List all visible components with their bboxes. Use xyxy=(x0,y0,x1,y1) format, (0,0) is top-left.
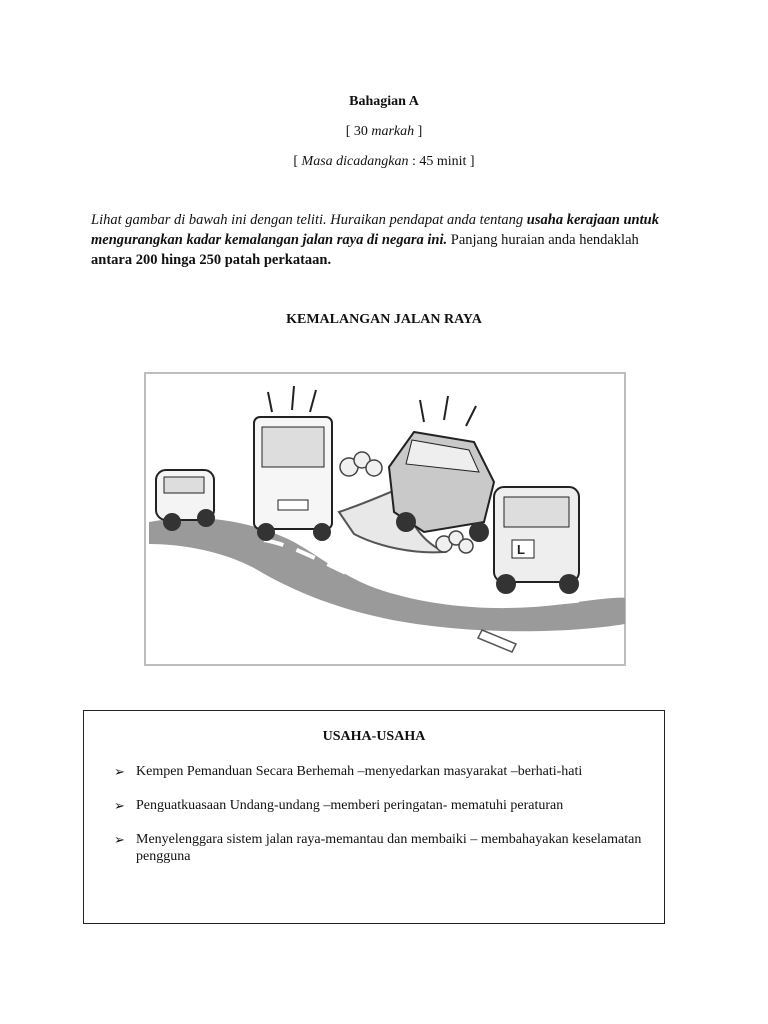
instruction-bold-italic: usaha kerajaan untuk mengurangkan kadar kemalangan jalan raya di negara ini. xyxy=(91,212,659,248)
learner-car xyxy=(494,487,579,594)
time-word: Masa dicadangkan xyxy=(301,154,409,169)
list-item xyxy=(112,797,642,814)
svg-text:L: L xyxy=(517,542,525,557)
list-item xyxy=(112,831,642,865)
list-item xyxy=(112,763,642,780)
instruction-plain: Panjang huraian anda hendaklah xyxy=(447,232,639,248)
question-instructions xyxy=(91,210,681,270)
section-title: Bahagian A xyxy=(349,94,419,109)
list-item-text: Kempen Pemanduan Secara Berhemah –menyedarkan masyarakat –berhati-hati xyxy=(136,764,583,779)
list-item-text: Menyelenggara sistem jalan raya-memantau dan membaiki – membahayakan keselamatan pengguna xyxy=(136,832,642,864)
suggested-time-line xyxy=(0,154,768,170)
time-value: : 45 minit ] xyxy=(408,154,475,169)
marks-open: [ 30 xyxy=(345,124,372,139)
arrowhead-bullet-icon: ➢ xyxy=(114,764,125,779)
road-accident-illustration xyxy=(144,372,626,666)
topic-title: KEMALANGAN JALAN RAYA xyxy=(286,312,482,327)
marks-close: ] xyxy=(414,124,423,139)
arrowhead-bullet-icon: ➢ xyxy=(114,832,125,847)
efforts-box xyxy=(83,710,665,924)
efforts-list xyxy=(112,763,642,882)
marks-word: markah xyxy=(371,124,415,139)
instruction-italic: Lihat gambar di bawah ini dengan teliti. Huraikan pendapat anda tentang xyxy=(91,212,527,228)
road-accident-drawing xyxy=(144,372,626,666)
marks-line xyxy=(0,124,768,140)
efforts-box-title: USAHA-USAHA xyxy=(322,729,426,744)
time-open: [ xyxy=(293,154,302,169)
list-item-text: Penguatkuasaan Undang-undang –memberi peringatan- mematuhi peraturan xyxy=(136,798,564,813)
arrowhead-bullet-icon: ➢ xyxy=(114,798,125,813)
instruction-word-count: antara 200 hinga 250 patah perkataan. xyxy=(91,252,332,268)
